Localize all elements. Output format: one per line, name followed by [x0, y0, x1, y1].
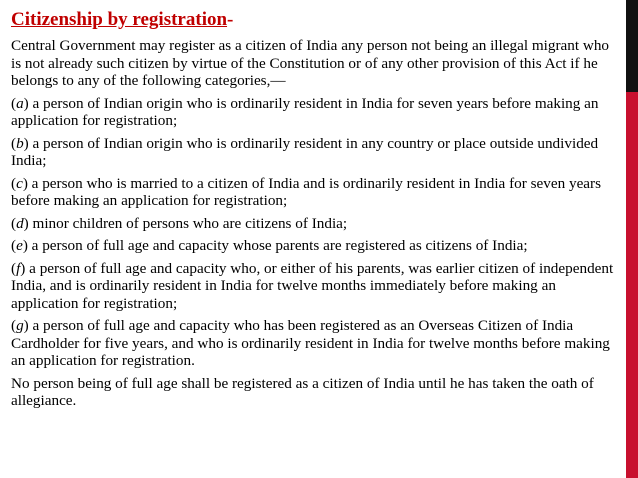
category-letter-c: c [16, 174, 23, 192]
category-item-e: (e) a person of full age and capacity whose parents are registered as citizens of India; [11, 237, 528, 254]
slide-title [11, 8, 615, 32]
category-item-f: (f) a person of full age and capacity who, or either of his parents, was earlier citizen of independent India, and is ordinarily resident in India for twelve months immediately before making an application for registration; [11, 259, 614, 312]
slide-content [11, 8, 615, 415]
category-text-a: a person of Indian origin who is ordinarily resident in India for seven years before making an application for registration; [11, 94, 599, 129]
category-text-d: minor children of persons who are citizens of India; [28, 214, 348, 232]
category-item-c: (c) a person who is married to a citizen of India and is ordinarily resident in India for seven years before making an application for registration; [11, 174, 602, 209]
slide-title-text: Citizenship by registration [11, 9, 228, 30]
category-text-c: a person who is married to a citizen of India and is ordinarily resident in India for seven years before making an application for registration; [11, 174, 602, 209]
intro-paragraph: Central Government may register as a citizen of India any person not being an illegal migrant who is not already such citizen by virtue of the Constitution or of any other provision of this Act if he belongs to any of the following categories,— [11, 37, 610, 89]
category-item-a: (a) a person of Indian origin who is ordinarily resident in India for seven years before making an application for registration; [11, 94, 599, 129]
slide-title-dash: - [227, 9, 234, 30]
category-item-b: (b) a person of Indian origin who is ordinarily resident in any country or place outside undivided India; [11, 134, 599, 169]
category-text-f: a person of full age and capacity who, or either of his parents, was earlier citizen of independent India, and is ordinarily resident in India for twelve months immediately before making an application for registration; [11, 259, 614, 312]
category-letter-g: g [16, 317, 24, 334]
category-letter-a: a [16, 94, 24, 112]
category-text-g: a person of full age and capacity who has been registered as an Overseas Citizen of India Cardholder for five years, and who is ordinarily resident in India for twelve months before making an application for registration. [11, 317, 610, 369]
sidebar-accent-bar [626, 0, 638, 478]
category-item-g: (g) a person of full age and capacity who has been registered as an Overseas Citizen of India Cardholder for five years, and who is ordinarily resident in India for twelve months before making an application for registration. [11, 317, 610, 369]
category-text-e: a person of full age and capacity whose parents are registered as citizens of India; [27, 237, 528, 254]
category-text-b: a person of Indian origin who is ordinarily resident in any country or place outside undivided India; [11, 134, 599, 169]
category-letter-b: b [16, 134, 24, 152]
category-letter-f: f [16, 259, 21, 277]
category-letter-d: d [16, 214, 24, 232]
category-item-d: (d) minor children of persons who are citizens of India; [11, 214, 348, 232]
closing-paragraph: No person being of full age shall be registered as a citizen of India until he has taken the oath of allegiance. [11, 374, 594, 409]
category-letter-e: e [16, 237, 23, 254]
